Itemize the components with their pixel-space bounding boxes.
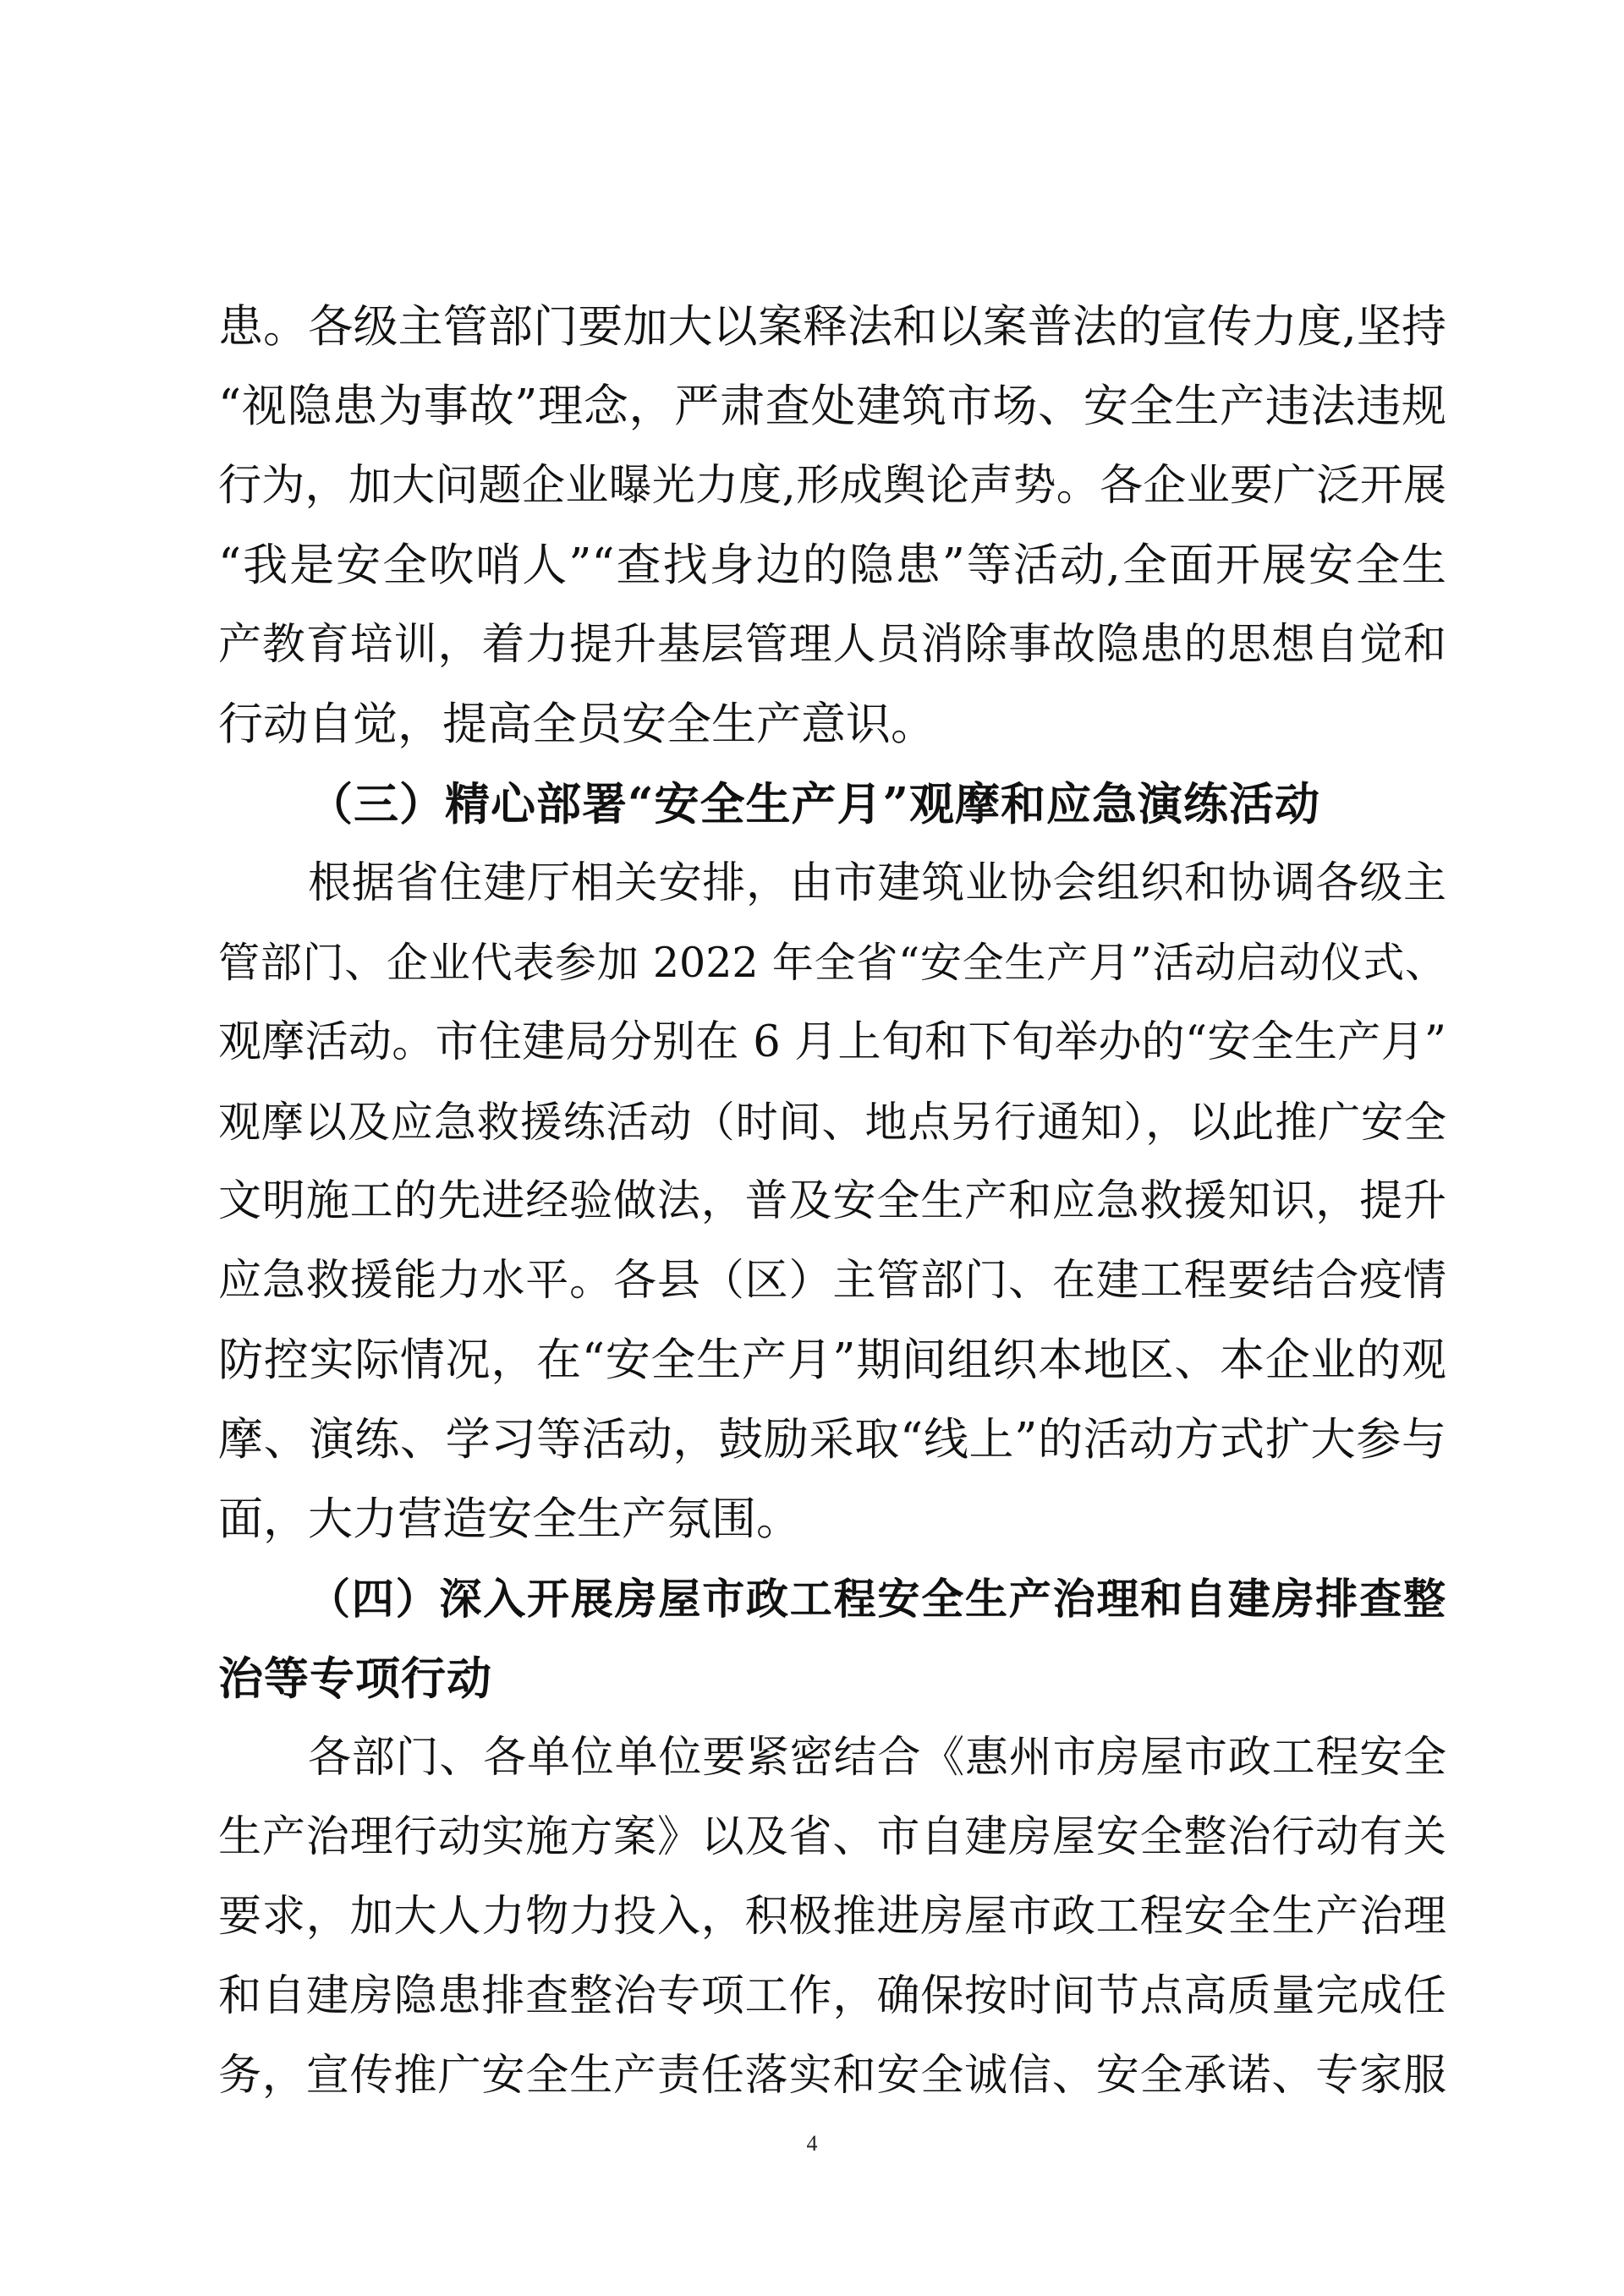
section-heading-3: （三）精心部署“安全生产月”观摩和应急演练活动: [308, 778, 1320, 830]
paragraph-2-line-6: 应急救援能力水平。各县（区）主管部门、在建工程要结合疫情: [218, 1256, 1446, 1306]
paragraph-1-line-2: “视隐患为事故”理念，严肃查处建筑市场、安全生产违法违规: [218, 381, 1446, 432]
paragraph-3-line-3: 要求，加大人力物力投入，积极推进房屋市政工程安全生产治理: [218, 1892, 1446, 1942]
paragraph-1-line-1: 患。各级主管部门要加大以案释法和以案普法的宣传力度,坚持: [218, 301, 1446, 353]
paragraph-2-line-7: 防控实际情况，在“安全生产月”期间组织本地区、本企业的观: [218, 1334, 1446, 1386]
paragraph-1-line-4: “我是安全吹哨人”“查找身边的隐患”等活动,全面开展安全生: [218, 540, 1446, 591]
paragraph-1-line-3: 行为，加大问题企业曝光力度,形成舆论声势。各企业要广泛开展: [218, 461, 1446, 511]
paragraph-3-line-2: 生产治理行动实施方案》以及省、市自建房屋安全整治行动有关: [218, 1812, 1446, 1862]
paragraph-3-line-4: 和自建房隐患排查整治专项工作，确保按时间节点高质量完成任: [218, 1971, 1446, 2021]
paragraph-2-line-1: 根据省住建厅相关安排，由市建筑业协会组织和协调各级主: [308, 858, 1446, 908]
paragraph-3-line-5: 务，宣传推广安全生产责任落实和安全诚信、安全承诺、专家服: [218, 2051, 1446, 2101]
paragraph-2-line-2: 管部门、企业代表参加 2022 年全省“安全生产月”活动启动仪式、: [218, 939, 1446, 987]
section-heading-4-line-1: （四）深入开展房屋市政工程安全生产治理和自建房排查整: [308, 1574, 1446, 1624]
paragraph-2-line-3: 观摩活动。市住建局分别在 6 月上旬和下旬举办的“安全生产月”: [218, 1017, 1446, 1067]
paragraph-1-line-5: 产教育培训，着力提升基层管理人员消除事故隐患的思想自觉和: [218, 620, 1446, 670]
section-heading-4-line-2: 治等专项行动: [218, 1652, 492, 1705]
paragraph-2-line-8: 摩、演练、学习等活动，鼓励采取“线上”的活动方式扩大参与: [218, 1414, 1446, 1466]
paragraph-2-line-5: 文明施工的先进经验做法，普及安全生产和应急救援知识，提升: [218, 1176, 1446, 1226]
paragraph-2-line-9: 面，大力营造安全生产氛围。: [218, 1493, 801, 1545]
paragraph-2-line-4: 观摩以及应急救援练活动（时间、地点另行通知），以此推广安全: [218, 1098, 1446, 1147]
paragraph-3-line-1: 各部门、各单位单位要紧密结合《惠州市房屋市政工程安全: [308, 1733, 1446, 1783]
page-number: 4: [806, 2131, 818, 2156]
paragraph-1-line-6: 行动自觉，提高全员安全生产意识。: [218, 699, 935, 750]
